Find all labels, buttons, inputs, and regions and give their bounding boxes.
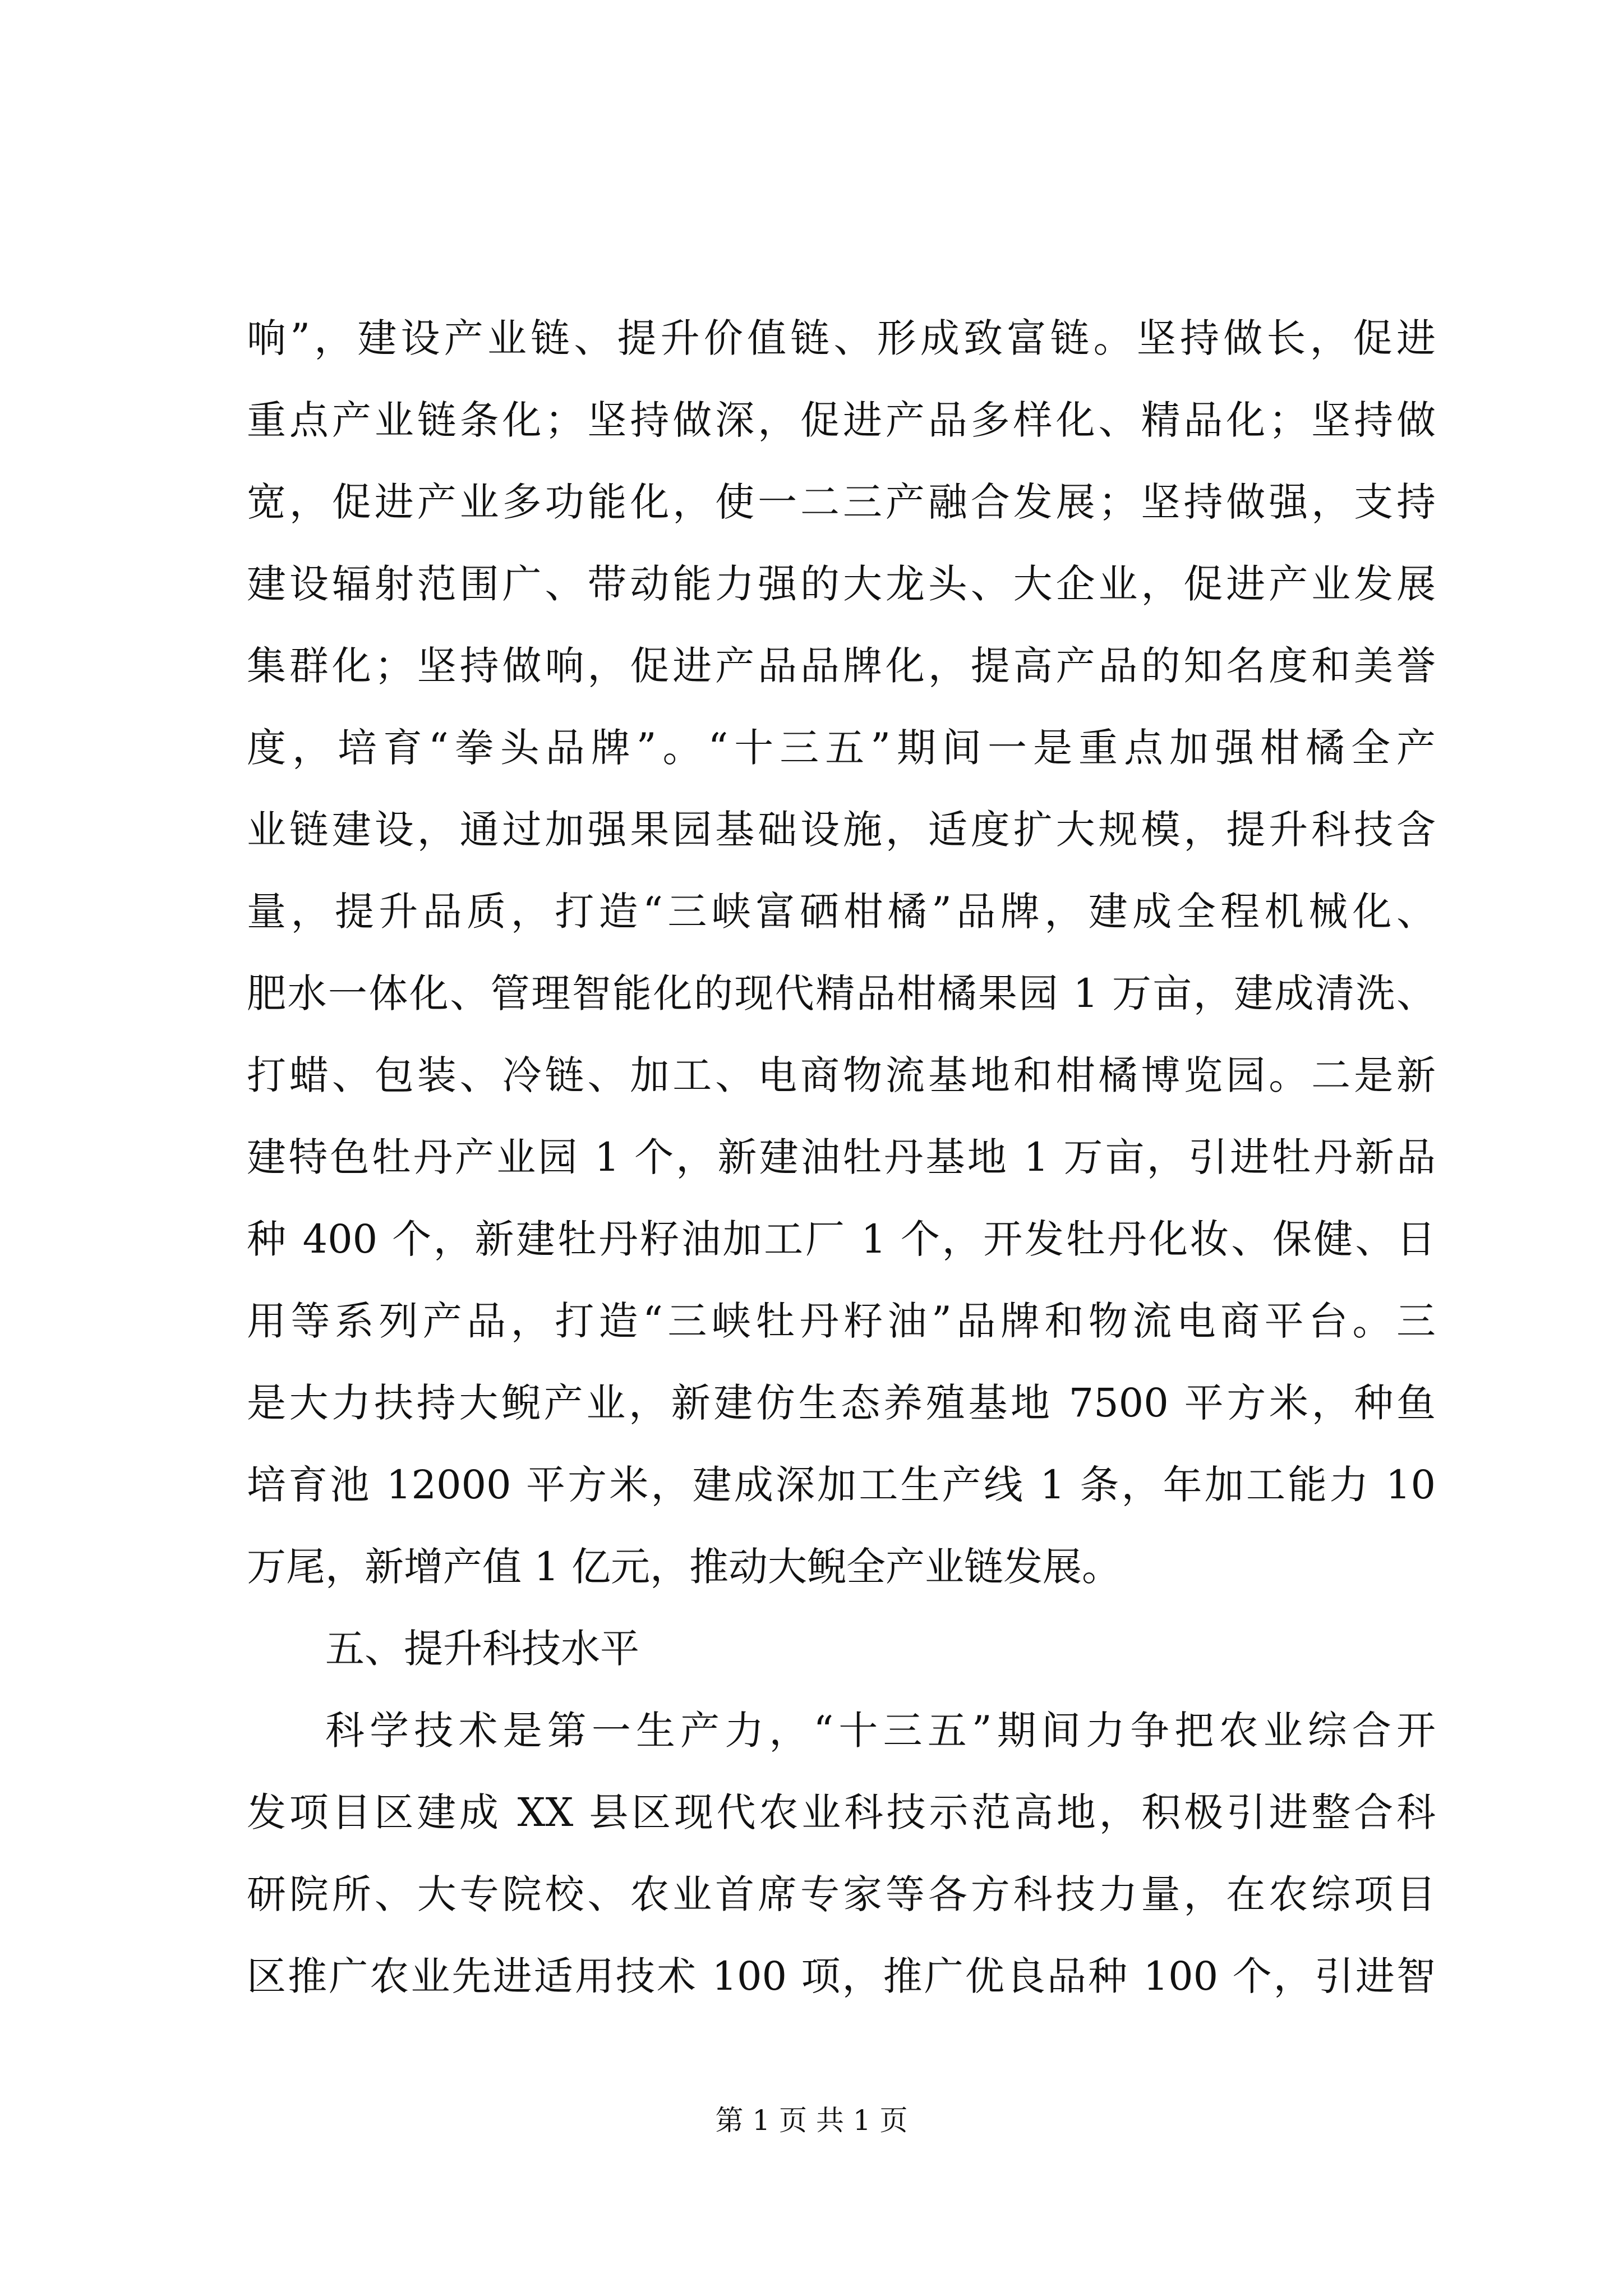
paragraph-line: 研院所、大专院校、农业首席专家等各方科技力量，在农综项目 bbox=[247, 1871, 1436, 1917]
paragraph-line: 种 400 个，新建牡丹籽油加工厂 1 个，开发牡丹化妆、保健、日 bbox=[247, 1216, 1436, 1262]
paragraph-line: 培育池 12000 平方米，建成深加工生产线 1 条，年加工能力 10 bbox=[247, 1462, 1436, 1508]
paragraph-line: 响”，建设产业链、提升价值链、形成致富链。坚持做长，促进 bbox=[247, 315, 1436, 361]
paragraph-line: 肥水一体化、管理智能化的现代精品柑橘果园 1 万亩，建成清洗、 bbox=[247, 970, 1436, 1016]
paragraph-line: 发项目区建成 XX 县区现代农业科技示范高地，积极引进整合科 bbox=[247, 1789, 1436, 1835]
paragraph-line: 重点产业链条化；坚持做深，促进产品多样化、精品化；坚持做 bbox=[247, 397, 1436, 443]
paragraph-line: 宽，促进产业多功能化，使一二三产融合发展；坚持做强，支持 bbox=[247, 479, 1436, 525]
section-heading: 五、提升科技水平 bbox=[325, 1626, 639, 1672]
paragraph-line: 用等系列产品，打造“三峡牡丹籽油”品牌和物流电商平台。三 bbox=[247, 1298, 1436, 1344]
paragraph-line: 量，提升品质，打造“三峡富硒柑橘”品牌，建成全程机械化、 bbox=[247, 889, 1436, 935]
paragraph-line: 建设辐射范围广、带动能力强的大龙头、大企业，促进产业发展 bbox=[247, 561, 1436, 607]
paragraph-line: 科学技术是第一生产力，“十三五”期间力争把农业综合开 bbox=[325, 1708, 1436, 1754]
document-body bbox=[247, 297, 1436, 2017]
paragraph-line: 业链建设，通过加强果园基础设施，适度扩大规模，提升科技含 bbox=[247, 807, 1436, 853]
paragraph-line: 是大力扶持大鲵产业，新建仿生态养殖基地 7500 平方米，种鱼 bbox=[247, 1380, 1436, 1426]
paragraph-line: 万尾，新增产值 1 亿元，推动大鲵全产业链发展。 bbox=[247, 1544, 1122, 1590]
paragraph-line: 度，培育“拳头品牌”。“十三五”期间一是重点加强柑橘全产 bbox=[247, 725, 1436, 771]
page-footer: 第 1 页 共 1 页 bbox=[715, 2104, 908, 2137]
paragraph-line: 区推广农业先进适用技术 100 项，推广优良品种 100 个，引进智 bbox=[247, 1953, 1436, 1999]
paragraph-line: 打蜡、包装、冷链、加工、电商物流基地和柑橘博览园。二是新 bbox=[247, 1052, 1436, 1098]
paragraph-line: 建特色牡丹产业园 1 个，新建油牡丹基地 1 万亩，引进牡丹新品 bbox=[247, 1134, 1436, 1180]
paragraph-line: 集群化；坚持做响，促进产品品牌化，提高产品的知名度和美誉 bbox=[247, 643, 1436, 689]
